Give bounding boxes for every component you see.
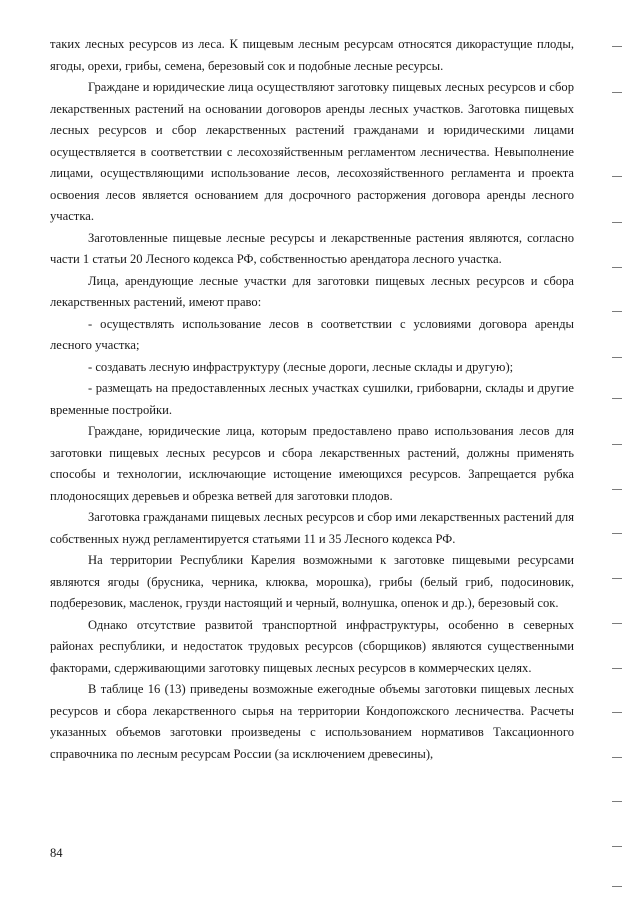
list-item: - размещать на предоставленных лесных участках сушилки, грибоварни, склады и другие временные постройки. [50,381,574,417]
margin-tick [612,398,622,399]
margin-tick [612,623,622,624]
paragraph: Граждане и юридические лица осуществляют заготовку пищевых лесных ресурсов и сбор лекарственных растений на основании договоров аренды лесных участков. Заготовка пищевых лесных ресурсов и сбор лекарственных растений гражданами и юридическими лицами осуществляется в соответствии с лесохозяйственным регламентом лесничества. Невыполнение лицами, осуществляющими использование лесов, лесохозяйственного регламента и проекта освоения лесов является основанием для досрочного расторжения договора аренды лесного участка. [50,80,574,223]
margin-tick [612,311,622,312]
margin-tick [612,444,622,445]
margin-tick [612,712,622,713]
margin-tick [612,489,622,490]
margin-tick [612,886,622,887]
margin-tick [612,533,622,534]
margin-tick [612,46,622,47]
margin-tick [612,222,622,223]
margin-tick [612,176,622,177]
margin-tick [612,92,622,93]
margin-tick [612,846,622,847]
paragraph: Заготовленные пищевые лесные ресурсы и лекарственные растения являются, согласно части 1 статьи 20 Лесного кодекса РФ, собственностью арендатора лесного участка. [50,230,574,266]
paragraph: Лица, арендующие лесные участки для заготовки пищевых лесных ресурсов и сбора лекарственных растений, имеют право: [50,273,574,309]
paragraph: Граждане, юридические лица, которым предоставлено право использования лесов для заготовки пищевых лесных ресурсов и сбора лекарственных растений, должны применять способы и технологии, исключающие истощение имеющихся ресурсов. Запрещается рубка плодоносящих деревьев и обрезка ветвей для заготовки плодов. [50,424,574,503]
list-item: - создавать лесную инфраструктуру (лесные дороги, лесные склады и другую); [88,359,514,374]
paragraph: Однако отсутствие развитой транспортной инфраструктуры, особенно в северных районах республики, и недостаток трудовых ресурсов (сборщиков) являются существенными факторами, сдерживающими заготовку пищевых лесных ресурсов в коммерческих целях. [50,617,574,675]
margin-tick [612,357,622,358]
paragraph: В таблице 16 (13) приведены возможные ежегодные объемы заготовки пищевых лесных ресурсов и сбора лекарственного сырья на территории Кондопожского лесничества. Расчеты указанных объемов заготовки произведены с использованием нормативов Таксационного справочника по лесным ресурсам России (за исключением древесины), [50,682,574,761]
body-text [50,34,574,765]
paragraph: таких лесных ресурсов из леса. К пищевым лесным ресурсам относятся дикорастущие плоды, ягоды, орехи, грибы, семена, березовый сок и подобные лесные ресурсы. [50,37,574,73]
list-item: - осуществлять использование лесов в соответствии с условиями договора аренды лесного участка; [50,316,574,352]
margin-tick [612,757,622,758]
paragraph: Заготовка гражданами пищевых лесных ресурсов и сбор ими лекарственных растений для собственных нужд регламентируется статьями 11 и 35 Лесного кодекса РФ. [50,510,574,546]
paragraph: На территории Республики Карелия возможными к заготовке пищевыми ресурсами являются ягоды (брусника, черника, клюква, морошка), грибы (белый гриб, подосиновик, подберезовик, масленок, грузди настоящий и черный, волнушка, опенок и др.), березовый сок. [50,553,574,610]
margin-tick [612,668,622,669]
margin-tick [612,267,622,268]
page-number: 84 [50,846,63,860]
margin-tick [612,801,622,802]
margin-tick [612,578,622,579]
